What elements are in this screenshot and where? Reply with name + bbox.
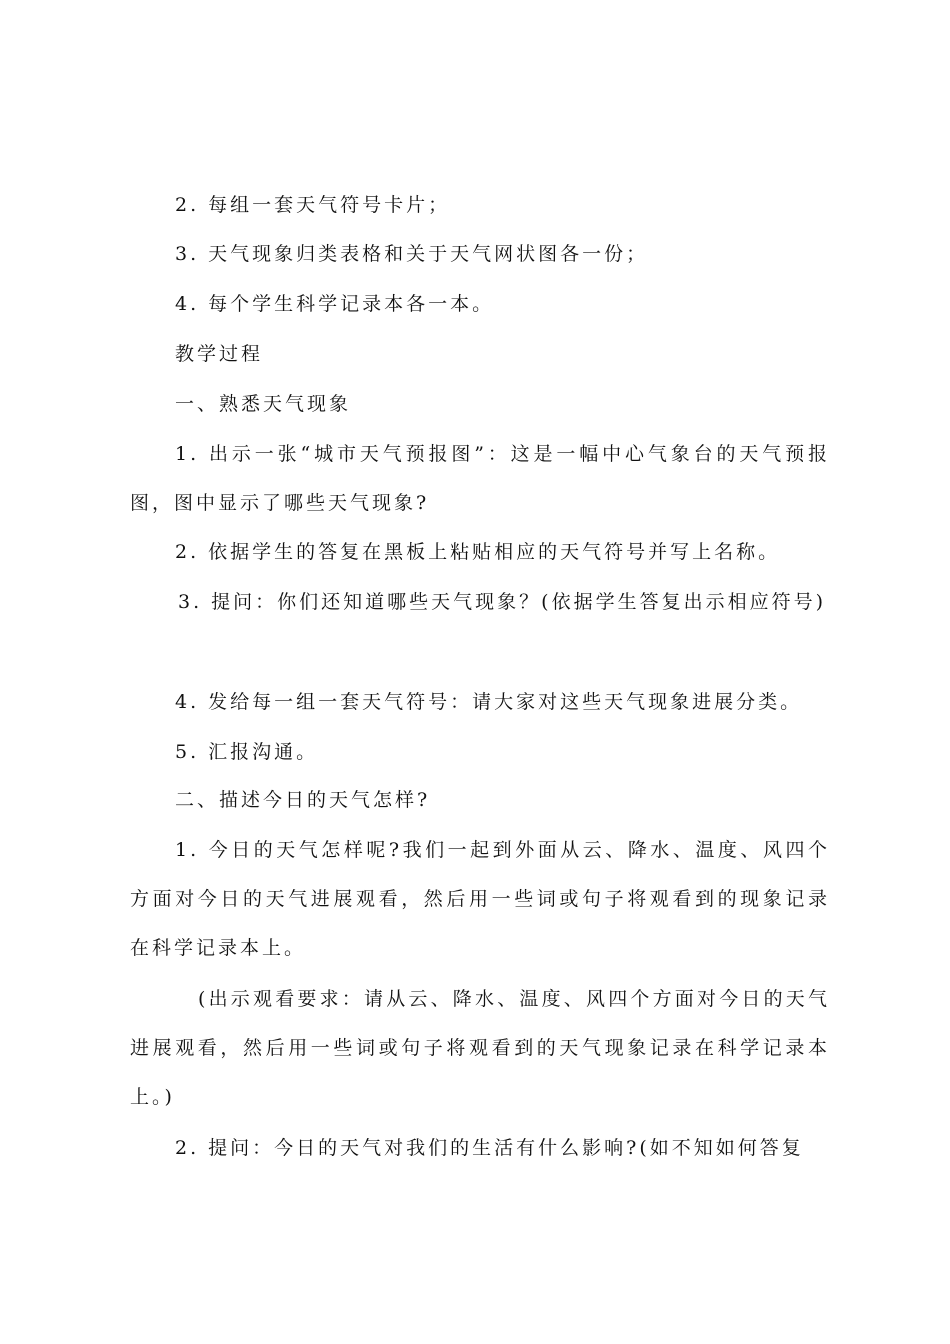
section-heading-1: 一、熟悉天气现象 bbox=[175, 393, 352, 415]
step-1-3: 3. 提问：你们还知道哪些天气现象？(依据学生答复出示相应符号) bbox=[178, 591, 826, 613]
step-1-1: 1. 出示一张“城市天气预报图”：这是一幅中心气象台的天气预报图，图中显示了哪些天气现象? bbox=[130, 443, 830, 514]
observation-requirement: (出示观看要求：请从云、降水、温度、风四个方面对今日的天气进展观看，然后用一些词或句子将观看到的天气现象记录在科学记录本上。) bbox=[130, 988, 830, 1108]
step-1-4: 4. 发给每一组一套天气符号：请大家对这些天气现象进展分类。 bbox=[175, 691, 803, 713]
step-2-2: 2. 提问：今日的天气对我们的生活有什么影响?(如不知如何答复 bbox=[175, 1137, 804, 1159]
section-heading-2: 二、描述今日的天气怎样? bbox=[175, 789, 431, 811]
step-1-5: 5. 汇报沟通。 bbox=[175, 741, 319, 763]
material-item-3: 3. 天气现象归类表格和关于天气网状图各一份； bbox=[175, 243, 649, 265]
material-item-2: 2. 每组一套天气符号卡片； bbox=[175, 194, 451, 216]
section-heading-teaching-process: 教学过程 bbox=[175, 343, 264, 365]
material-item-4: 4. 每个学生科学记录本各一本。 bbox=[175, 293, 495, 315]
step-1-2: 2. 依据学生的答复在黑板上粘贴相应的天气符号并写上名称。 bbox=[175, 541, 781, 563]
step-2-1: 1. 今日的天气怎样呢?我们一起到外面从云、降水、温度、风四个方面对今日的天气进展观看，然后用一些词或句子将观看到的现象记录在科学记录本上。 bbox=[130, 839, 830, 959]
